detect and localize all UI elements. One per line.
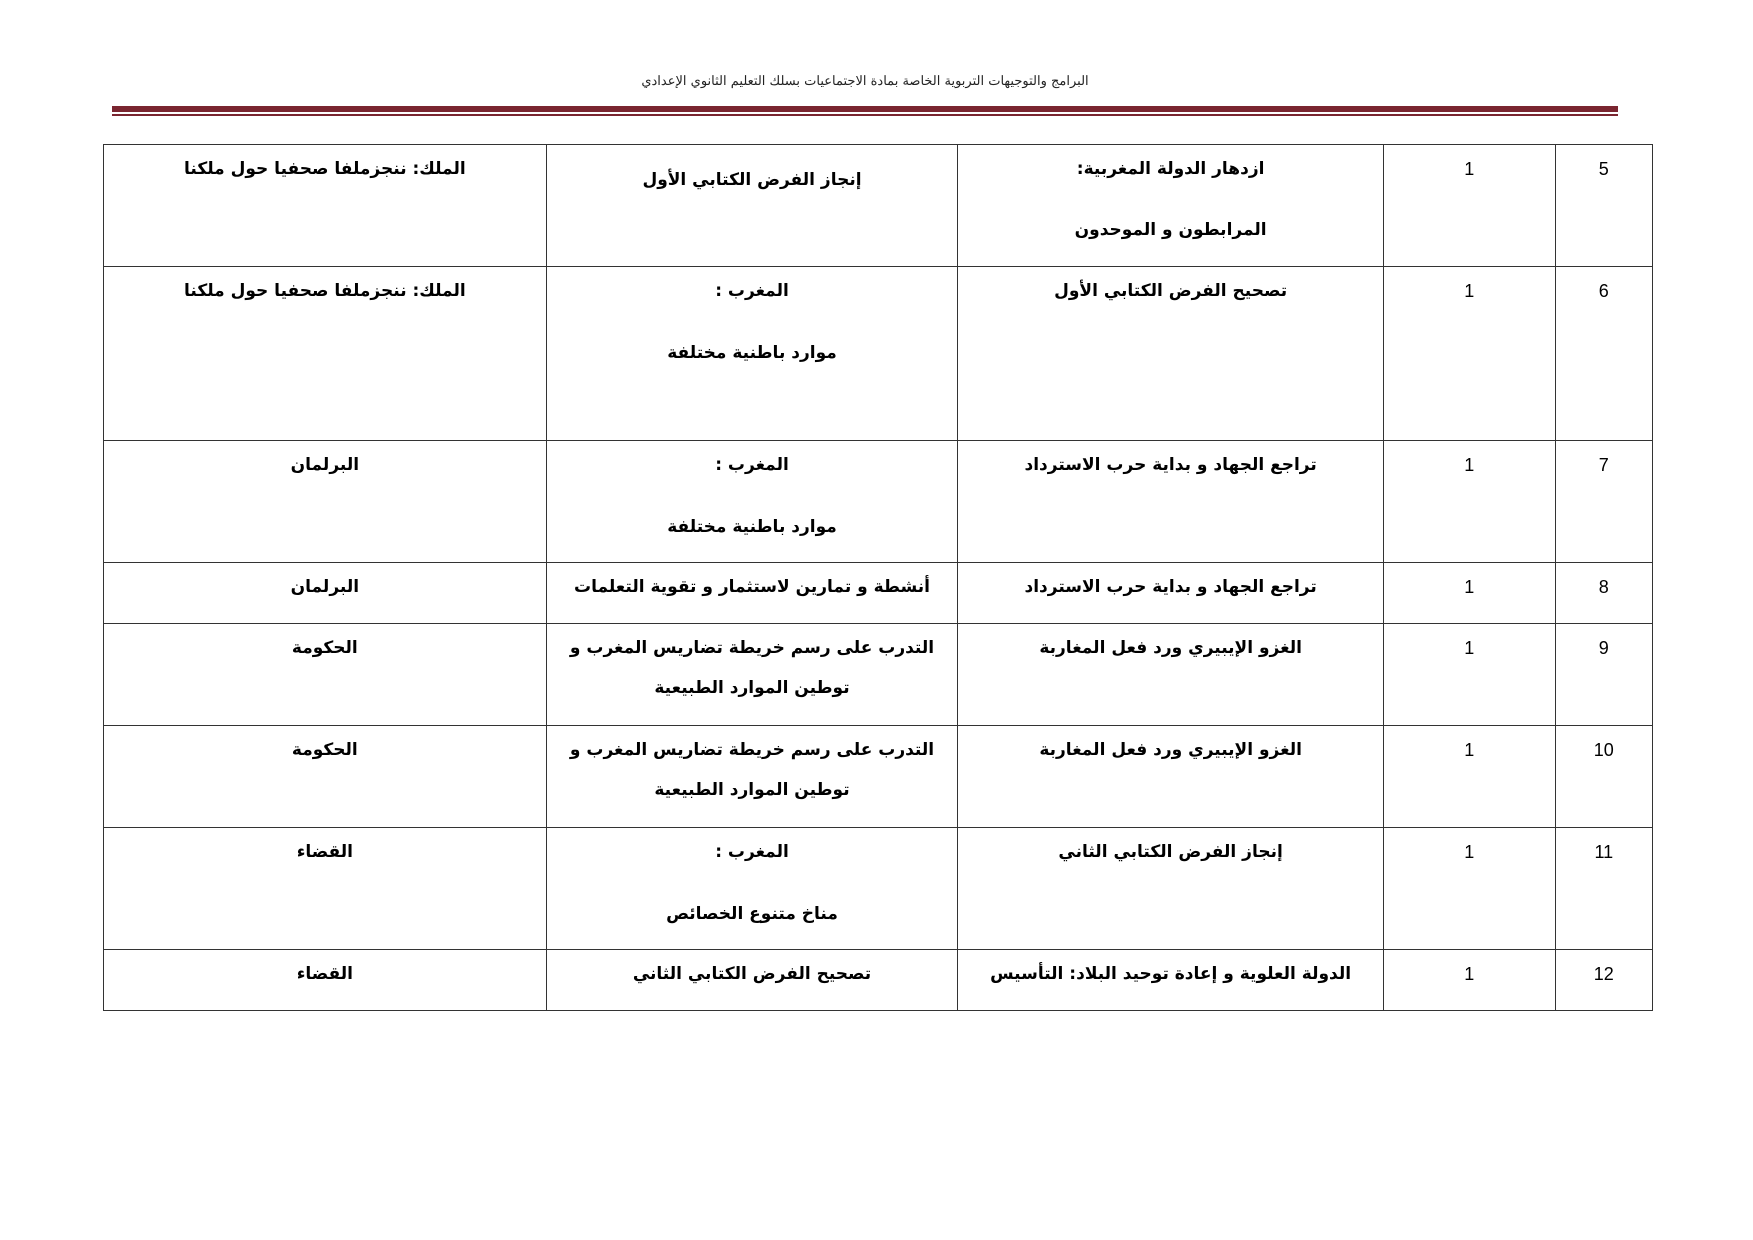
hours-cell: 1 bbox=[1383, 145, 1555, 267]
hours-cell: 1 bbox=[1383, 624, 1555, 726]
hours-cell: 1 bbox=[1383, 950, 1555, 1011]
week-cell: 9 bbox=[1555, 624, 1652, 726]
history-cell bbox=[958, 267, 1384, 441]
geography-cell bbox=[546, 950, 958, 1011]
civics-cell: القضاء bbox=[104, 950, 547, 1011]
history-cell bbox=[958, 563, 1384, 624]
history-line: تراجع الجهاد و بداية حرب الاسترداد bbox=[1024, 455, 1317, 475]
week-cell: 6 bbox=[1555, 267, 1652, 441]
geography-line: المغرب : bbox=[715, 455, 789, 475]
geography-line: موارد باطنية مختلفة bbox=[667, 343, 837, 363]
history-cell bbox=[958, 624, 1384, 726]
week-cell: 8 bbox=[1555, 563, 1652, 624]
table-row bbox=[104, 267, 1653, 441]
civics-cell: الملك: ننجزملفا صحفيا حول ملكنا bbox=[104, 145, 547, 267]
history-line: الدولة العلوية و إعادة توحيد البلاد: التأسيس bbox=[990, 964, 1352, 984]
program-table bbox=[103, 144, 1653, 1011]
history-line: إنجاز الفرض الكتابي الثاني bbox=[1058, 842, 1283, 862]
table-row bbox=[104, 726, 1653, 828]
geography-line: التدرب على رسم خريطة تضاريس المغرب و bbox=[569, 638, 935, 658]
geography-cell bbox=[546, 828, 958, 950]
hours-cell: 1 bbox=[1383, 726, 1555, 828]
table-row bbox=[104, 624, 1653, 726]
geography-line: توطين الموارد الطبيعية bbox=[654, 678, 850, 698]
geography-cell bbox=[546, 563, 958, 624]
table-row bbox=[104, 563, 1653, 624]
header-rule-thin bbox=[112, 114, 1618, 116]
week-cell: 10 bbox=[1555, 726, 1652, 828]
header-rule-thick bbox=[112, 106, 1618, 112]
geography-line: أنشطة و تمارين لاستثمار و تقوية التعلمات bbox=[574, 577, 930, 597]
table-row bbox=[104, 828, 1653, 950]
table-row bbox=[104, 441, 1653, 563]
hours-cell: 1 bbox=[1383, 563, 1555, 624]
history-cell bbox=[958, 726, 1384, 828]
civics-cell: البرلمان bbox=[104, 563, 547, 624]
history-line: الغزو الإيبيري ورد فعل المغاربة bbox=[1039, 638, 1302, 658]
history-line: الغزو الإيبيري ورد فعل المغاربة bbox=[1039, 740, 1302, 760]
history-line: تصحيح الفرض الكتابي الأول bbox=[1054, 281, 1288, 301]
hours-cell: 1 bbox=[1383, 441, 1555, 563]
page-header-title: البرامج والتوجيهات التربوية الخاصة بمادة الاجتماعيات بسلك التعليم الثانوي الإعدادي bbox=[641, 74, 1089, 89]
history-cell bbox=[958, 441, 1384, 563]
geography-cell bbox=[546, 441, 958, 563]
history-line: تراجع الجهاد و بداية حرب الاسترداد bbox=[1024, 577, 1317, 597]
civics-cell: الحكومة bbox=[104, 624, 547, 726]
week-cell: 12 bbox=[1555, 950, 1652, 1011]
table-row bbox=[104, 950, 1653, 1011]
week-cell: 7 bbox=[1555, 441, 1652, 563]
civics-cell: الملك: ننجزملفا صحفيا حول ملكنا bbox=[104, 267, 547, 441]
geography-cell bbox=[546, 726, 958, 828]
hours-cell: 1 bbox=[1383, 828, 1555, 950]
geography-cell bbox=[546, 624, 958, 726]
history-line: ازدهار الدولة المغربية: bbox=[1076, 159, 1265, 179]
geography-cell bbox=[546, 145, 958, 267]
geography-line: إنجاز الفرض الكتابي الأول bbox=[642, 170, 862, 190]
civics-cell: القضاء bbox=[104, 828, 547, 950]
week-cell: 5 bbox=[1555, 145, 1652, 267]
geography-line: توطين الموارد الطبيعية bbox=[654, 780, 850, 800]
history-cell bbox=[958, 950, 1384, 1011]
history-line: المرابطون و الموحدون bbox=[1074, 220, 1267, 240]
week-cell: 11 bbox=[1555, 828, 1652, 950]
civics-cell: الحكومة bbox=[104, 726, 547, 828]
geography-line: المغرب : bbox=[715, 842, 789, 862]
history-cell bbox=[958, 828, 1384, 950]
geography-line: المغرب : bbox=[715, 281, 789, 301]
geography-line: مناخ متنوع الخصائص bbox=[666, 904, 838, 924]
civics-cell: البرلمان bbox=[104, 441, 547, 563]
geography-line: موارد باطنية مختلفة bbox=[667, 517, 837, 537]
geography-cell bbox=[546, 267, 958, 441]
history-cell bbox=[958, 145, 1384, 267]
table-row bbox=[104, 145, 1653, 267]
geography-line: التدرب على رسم خريطة تضاريس المغرب و bbox=[569, 740, 935, 760]
geography-line: تصحيح الفرض الكتابي الثاني bbox=[632, 964, 872, 984]
hours-cell: 1 bbox=[1383, 267, 1555, 441]
